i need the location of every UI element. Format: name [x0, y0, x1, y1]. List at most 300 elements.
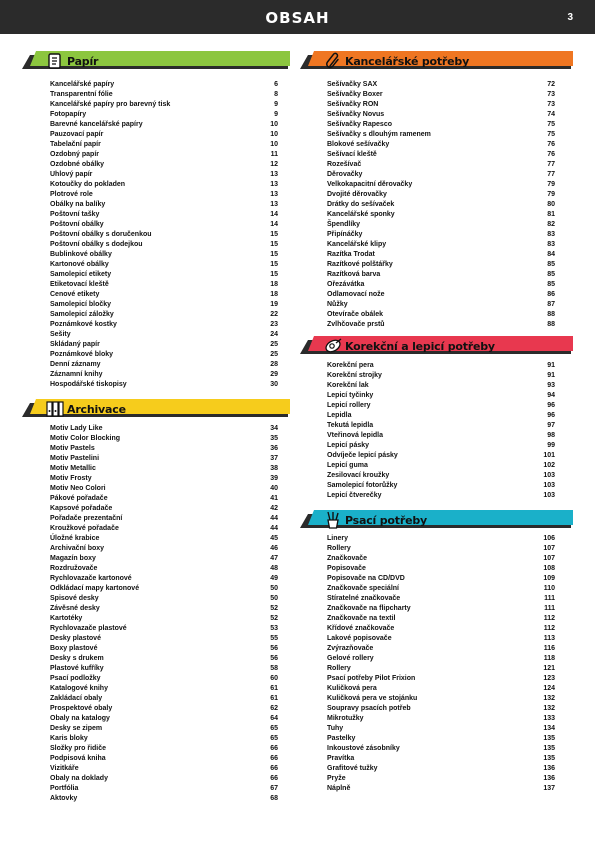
toc-entry-label: Fotopapíry — [50, 111, 87, 118]
toc-entry-label: Ozdobné obálky — [50, 161, 105, 168]
toc-entry-page: 42 — [270, 505, 278, 512]
toc-entry-label: Zesilovací kroužky — [327, 472, 390, 479]
toc-entry — [327, 250, 555, 260]
toc-entry — [327, 604, 555, 614]
toc-entry-label: Razítková barva — [327, 271, 381, 278]
toc-entry — [50, 794, 278, 804]
toc-entry-page: 66 — [270, 765, 278, 772]
toc-entry-label: Razítka Trodat — [327, 251, 375, 258]
toc-entry-page: 132 — [543, 705, 555, 712]
toc-entry-page: 123 — [543, 675, 555, 682]
toc-entry-label: Lepicí pásky — [327, 442, 370, 449]
toc-entry-label: Sešívačky Novus — [327, 111, 385, 118]
toc-entry-page: 25 — [270, 341, 278, 348]
section-header-psaci[interactable] — [300, 510, 573, 532]
toc-entry — [327, 431, 555, 441]
toc-entry — [327, 240, 555, 250]
section-archivace — [22, 399, 290, 802]
toc-entry-page: 109 — [543, 575, 555, 582]
toc-entry-label: Děrovačky — [327, 171, 363, 178]
toc-entry — [327, 594, 555, 604]
toc-entry — [50, 230, 278, 240]
toc-entry-page: 62 — [270, 705, 278, 712]
toc-entry-page: 47 — [270, 555, 278, 562]
toc-entry — [50, 220, 278, 230]
binders-icon — [46, 400, 64, 418]
toc-entry — [327, 391, 555, 401]
toc-entry — [50, 654, 278, 664]
toc-entry — [50, 170, 278, 180]
toc-entry-label: Zvýrazňovače — [327, 645, 374, 652]
toc-entry — [327, 100, 555, 110]
toc-entry-page: 111 — [544, 605, 555, 612]
item-list-archivace — [50, 424, 278, 804]
toc-entry-label: Dvojité děrovačky — [327, 191, 387, 198]
toc-entry — [50, 280, 278, 290]
paperclip-icon — [324, 52, 342, 70]
toc-entry — [327, 371, 555, 381]
toc-entry-page: 28 — [270, 361, 278, 368]
toc-entry-label: Sešívací kleště — [327, 151, 377, 158]
toc-entry-page: 64 — [270, 715, 278, 722]
toc-entry-label: Poznámkové kostky — [50, 321, 117, 328]
toc-entry-page: 136 — [543, 775, 555, 782]
toc-entry-page: 85 — [547, 281, 555, 288]
section-header-archivace[interactable] — [22, 399, 290, 421]
toc-entry-page: 13 — [270, 181, 278, 188]
toc-entry-page: 111 — [544, 595, 555, 602]
toc-entry — [50, 270, 278, 280]
toc-entry-page: 79 — [547, 181, 555, 188]
toc-entry-page: 23 — [270, 321, 278, 328]
toc-entry-page: 66 — [270, 755, 278, 762]
toc-entry — [327, 421, 555, 431]
toc-entry-label: Desky plastové — [50, 635, 101, 642]
toc-entry — [50, 150, 278, 160]
toc-entry-page: 34 — [270, 425, 278, 432]
toc-entry-page: 15 — [270, 241, 278, 248]
toc-entry — [327, 491, 555, 501]
toc-entry-label: Kroužkové pořadače — [50, 525, 119, 532]
toc-entry-page: 94 — [547, 392, 555, 399]
toc-entry-page: 112 — [543, 625, 555, 632]
toc-entry-page: 25 — [270, 351, 278, 358]
toc-entry-label: Soupravy psacích potřeb — [327, 705, 411, 712]
toc-entry-page: 103 — [543, 492, 555, 499]
toc-entry-label: Spisové desky — [50, 595, 99, 602]
toc-entry-page: 86 — [547, 291, 555, 298]
toc-entry — [50, 310, 278, 320]
toc-entry-page: 60 — [270, 675, 278, 682]
toc-entry-label: Značkovače — [327, 555, 368, 562]
toc-entry — [327, 90, 555, 100]
toc-entry — [50, 464, 278, 474]
toc-entry — [50, 290, 278, 300]
toc-entry-page: 30 — [270, 381, 278, 388]
toc-entry — [327, 754, 555, 764]
toc-entry-page: 99 — [547, 442, 555, 449]
toc-entry-page: 85 — [547, 261, 555, 268]
toc-entry-label: Transparentní fólie — [50, 91, 113, 98]
toc-entry — [50, 120, 278, 130]
toc-entry — [327, 190, 555, 200]
toc-entry — [327, 300, 555, 310]
toc-entry-page: 61 — [270, 685, 278, 692]
toc-entry — [327, 280, 555, 290]
toc-entry-label: Korekční lak — [327, 382, 369, 389]
toc-entry — [50, 320, 278, 330]
toc-entry-page: 79 — [547, 191, 555, 198]
toc-entry-page: 18 — [270, 281, 278, 288]
toc-entry — [50, 250, 278, 260]
toc-entry — [50, 330, 278, 340]
toc-entry — [327, 724, 555, 734]
toc-entry-label: Skládaný papír — [50, 341, 100, 348]
toc-entry-label: Lepicí tyčinky — [327, 392, 374, 399]
toc-entry — [327, 130, 555, 140]
toc-entry-label: Ozdobný papír — [50, 151, 99, 158]
toc-entry-page: 80 — [547, 201, 555, 208]
toc-entry-page: 37 — [270, 455, 278, 462]
toc-entry — [327, 381, 555, 391]
toc-entry-label: Boxy plastové — [50, 645, 98, 652]
toc-entry-page: 12 — [270, 161, 278, 168]
toc-entry-page: 6 — [274, 81, 278, 88]
toc-entry-page: 112 — [543, 615, 555, 622]
toc-entry-page: 106 — [543, 535, 555, 542]
toc-entry — [50, 140, 278, 150]
toc-entry-page: 73 — [547, 101, 555, 108]
toc-entry-label: Psací podložky — [50, 675, 101, 682]
toc-entry — [50, 160, 278, 170]
toc-entry-page: 66 — [270, 775, 278, 782]
toc-entry-page: 36 — [270, 445, 278, 452]
section-header-korekcni[interactable] — [300, 336, 573, 358]
toc-entry — [50, 210, 278, 220]
toc-entry — [327, 220, 555, 230]
toc-entry-label: Záznamní knihy — [50, 371, 103, 378]
toc-entry-label: Archivační boxy — [50, 545, 105, 552]
toc-entry-page: 107 — [543, 545, 555, 552]
toc-entry — [50, 504, 278, 514]
toc-entry-label: Úložné krabice — [50, 535, 100, 542]
toc-entry — [50, 300, 278, 310]
toc-entry-label: Denní záznamy — [50, 361, 101, 368]
toc-entry-label: Portfólia — [50, 785, 79, 792]
toc-entry-page: 110 — [543, 585, 555, 592]
toc-entry-page: 72 — [547, 81, 555, 88]
toc-entry-page: 13 — [270, 201, 278, 208]
toc-entry — [327, 734, 555, 744]
toc-entry-page: 68 — [270, 795, 278, 802]
toc-entry-label: Motiv Pastelini — [50, 455, 100, 462]
toc-entry-page: 45 — [270, 535, 278, 542]
toc-entry-label: Zvlhčovače prstů — [327, 321, 385, 328]
toc-entry-page: 108 — [543, 565, 555, 572]
toc-entry-page: 14 — [270, 221, 278, 228]
toc-entry-page: 77 — [547, 161, 555, 168]
toc-entry-page: 24 — [270, 331, 278, 338]
toc-entry-label: Gelové rollery — [327, 655, 374, 662]
toc-entry-label: Motiv Metallic — [50, 465, 96, 472]
toc-entry — [50, 594, 278, 604]
toc-entry-label: Pořadače prezentační — [50, 515, 123, 522]
toc-entry-label: Rychlovazače kartonové — [50, 575, 132, 582]
toc-entry-page: 49 — [270, 575, 278, 582]
toc-entry — [50, 370, 278, 380]
toc-entry — [50, 634, 278, 644]
top-bar — [0, 0, 595, 34]
toc-entry-page: 91 — [547, 362, 555, 369]
toc-entry-page: 134 — [543, 725, 555, 732]
toc-entry-label: Tabelační papír — [50, 141, 101, 148]
toc-entry — [327, 290, 555, 300]
toc-entry-page: 135 — [543, 735, 555, 742]
page-title: OBSAH — [265, 9, 330, 27]
toc-entry — [327, 744, 555, 754]
toc-entry-label: Drátky do sešívaček — [327, 201, 395, 208]
toc-entry-label: Složky pro řidiče — [50, 745, 107, 752]
toc-entry-label: Etiketovací kleště — [50, 281, 109, 288]
toc-entry-page: 77 — [547, 171, 555, 178]
toc-entry-label: Sešívačky RON — [327, 101, 379, 108]
toc-entry-page: 41 — [270, 495, 278, 502]
toc-entry-page: 10 — [270, 131, 278, 138]
toc-entry-label: Desky se zipem — [50, 725, 103, 732]
toc-entry — [327, 614, 555, 624]
toc-entry-label: Vteřinová lepidla — [327, 432, 384, 439]
toc-entry — [50, 360, 278, 370]
toc-entry-label: Cenové etikety — [50, 291, 100, 298]
toc-entry — [327, 260, 555, 270]
toc-entry-label: Korekční strojky — [327, 372, 382, 379]
toc-entry — [50, 764, 278, 774]
toc-entry — [50, 340, 278, 350]
toc-entry — [50, 604, 278, 614]
toc-entry-label: Připínáčky — [327, 231, 363, 238]
toc-entry-label: Poznámkové bloky — [50, 351, 114, 358]
toc-entry-label: Otevírače obálek — [327, 311, 384, 318]
toc-entry-page: 52 — [270, 605, 278, 612]
toc-entry — [50, 684, 278, 694]
toc-entry-page: 121 — [543, 665, 555, 672]
toc-entry — [327, 554, 555, 564]
toc-entry-label: Rozdružovače — [50, 565, 98, 572]
toc-entry — [50, 130, 278, 140]
toc-entry-page: 96 — [547, 402, 555, 409]
paper-icon — [46, 52, 64, 70]
toc-entry-label: Kartotéky — [50, 615, 83, 622]
toc-entry-page: 81 — [547, 211, 555, 218]
toc-entry-label: Lepidla — [327, 412, 352, 419]
toc-entry-page: 75 — [547, 131, 555, 138]
pen-cup-icon — [324, 511, 342, 529]
toc-entry — [50, 544, 278, 554]
toc-entry-page: 113 — [543, 635, 555, 642]
toc-entry — [50, 424, 278, 434]
toc-entry — [50, 380, 278, 390]
toc-entry-label: Mikrotužky — [327, 715, 364, 722]
toc-entry-label: Poštovní obálky s doručenkou — [50, 231, 152, 238]
toc-entry — [327, 481, 555, 491]
section-title-korekcni: Korekční a lepicí potřeby — [345, 340, 495, 353]
toc-entry — [327, 574, 555, 584]
toc-entry-page: 118 — [543, 655, 555, 662]
section-header-papir[interactable] — [22, 51, 290, 73]
toc-entry-label: Obaly na katalogy — [50, 715, 110, 722]
toc-entry-label: Kancelářské sponky — [327, 211, 395, 218]
toc-entry-page: 48 — [270, 565, 278, 572]
toc-entry-label: Magazín boxy — [50, 555, 96, 562]
toc-entry-page: 87 — [547, 301, 555, 308]
toc-entry — [327, 534, 555, 544]
toc-entry — [50, 734, 278, 744]
toc-entry-page: 50 — [270, 585, 278, 592]
toc-entry-page: 15 — [270, 271, 278, 278]
toc-entry — [50, 714, 278, 724]
toc-entry-page: 56 — [270, 645, 278, 652]
toc-entry-label: Pastelky — [327, 735, 356, 742]
toc-entry — [50, 754, 278, 764]
toc-entry-label: Kotoučky do pokladen — [50, 181, 126, 188]
toc-entry-page: 102 — [543, 462, 555, 469]
toc-entry-label: Sešívačky SAX — [327, 81, 378, 88]
toc-entry-label: Závěsné desky — [50, 605, 100, 612]
toc-entry-page: 19 — [270, 301, 278, 308]
toc-entry-page: 50 — [270, 595, 278, 602]
toc-entry — [50, 624, 278, 634]
toc-entry — [50, 554, 278, 564]
toc-entry — [50, 350, 278, 360]
toc-entry — [327, 120, 555, 130]
toc-entry — [327, 270, 555, 280]
toc-entry-label: Lepicí guma — [327, 462, 368, 469]
toc-entry — [50, 644, 278, 654]
toc-entry — [50, 434, 278, 444]
toc-entry-label: Popisovače na CD/DVD — [327, 575, 405, 582]
toc-entry-label: Tekutá lepidla — [327, 422, 374, 429]
toc-entry-page: 107 — [543, 555, 555, 562]
toc-entry-page: 136 — [543, 765, 555, 772]
toc-entry-label: Rychlovazače plastové — [50, 625, 127, 632]
toc-entry-page: 65 — [270, 725, 278, 732]
toc-entry-label: Značkovače na flipcharty — [327, 605, 411, 612]
toc-entry-label: Razítkové polštářky — [327, 261, 393, 268]
toc-entry — [327, 411, 555, 421]
toc-entry-label: Blokové sešívačky — [327, 141, 390, 148]
toc-entry — [50, 100, 278, 110]
toc-entry-page: 29 — [270, 371, 278, 378]
toc-entry-page: 137 — [543, 785, 555, 792]
toc-entry-label: Prospektové obaly — [50, 705, 113, 712]
toc-entry-page: 135 — [543, 755, 555, 762]
toc-entry-page: 73 — [547, 91, 555, 98]
toc-entry-page: 103 — [543, 482, 555, 489]
toc-entry — [327, 461, 555, 471]
toc-entry — [327, 180, 555, 190]
toc-entry — [50, 240, 278, 250]
toc-entry-page: 14 — [270, 211, 278, 218]
section-header-kancelarske[interactable] — [300, 51, 573, 73]
toc-entry-page: 39 — [270, 475, 278, 482]
toc-entry-label: Hospodářské tiskopisy — [50, 381, 127, 388]
toc-entry — [327, 150, 555, 160]
toc-entry — [327, 784, 555, 794]
toc-entry-label: Podpisová kniha — [50, 755, 106, 762]
toc-entry-label: Ořezávátka — [327, 281, 365, 288]
toc-entry — [327, 624, 555, 634]
toc-entry — [327, 714, 555, 724]
toc-entry-label: Pauzovací papír — [50, 131, 104, 138]
toc-entry-label: Motiv Frosty — [50, 475, 92, 482]
section-title-kancelarske: Kancelářské potřeby — [345, 55, 470, 68]
toc-entry-page: 66 — [270, 745, 278, 752]
toc-entry-page: 55 — [270, 635, 278, 642]
toc-entry — [50, 514, 278, 524]
toc-entry — [327, 634, 555, 644]
toc-entry-page: 84 — [547, 251, 555, 258]
toc-entry-page: 82 — [547, 221, 555, 228]
toc-entry — [50, 260, 278, 270]
toc-entry-label: Motiv Color Blocking — [50, 435, 120, 442]
toc-entry — [50, 90, 278, 100]
toc-entry-page: 124 — [543, 685, 555, 692]
toc-entry — [50, 494, 278, 504]
toc-entry — [327, 774, 555, 784]
toc-entry-page: 83 — [547, 241, 555, 248]
toc-entry — [50, 744, 278, 754]
toc-entry-page: 98 — [547, 432, 555, 439]
toc-entry — [327, 441, 555, 451]
toc-entry — [327, 200, 555, 210]
toc-entry-page: 56 — [270, 655, 278, 662]
toc-entry-label: Plastové kufříky — [50, 665, 104, 672]
toc-entry-page: 8 — [274, 91, 278, 98]
toc-entry-page: 9 — [274, 101, 278, 108]
item-list-kancelarske — [327, 80, 555, 330]
toc-entry-label: Pryže — [327, 775, 346, 782]
section-psaci — [300, 510, 573, 792]
toc-entry — [327, 674, 555, 684]
toc-entry — [327, 564, 555, 574]
toc-entry-label: Rozešívač — [327, 161, 362, 168]
toc-entry-page: 96 — [547, 412, 555, 419]
toc-entry-label: Barevné kancelářské papíry — [50, 121, 143, 128]
page-number: 3 — [567, 12, 573, 23]
toc-entry-label: Odkládací mapy kartonové — [50, 585, 140, 592]
toc-entry-page: 101 — [543, 452, 555, 459]
toc-entry — [327, 694, 555, 704]
toc-entry — [327, 764, 555, 774]
toc-entry — [327, 664, 555, 674]
toc-entry-label: Kancelářské papíry pro barevný tisk — [50, 101, 171, 108]
toc-entry-page: 67 — [270, 785, 278, 792]
toc-entry-page: 135 — [543, 745, 555, 752]
toc-entry — [327, 310, 555, 320]
toc-entry-label: Samolepicí fotorůžky — [327, 482, 398, 489]
toc-entry — [50, 774, 278, 784]
toc-entry-label: Nůžky — [327, 301, 348, 308]
toc-entry-page: 116 — [543, 645, 555, 652]
toc-entry — [327, 654, 555, 664]
toc-entry-label: Motiv Pastels — [50, 445, 95, 452]
toc-entry — [50, 574, 278, 584]
toc-entry-label: Značkovače speciální — [327, 585, 399, 592]
toc-entry-page: 132 — [543, 695, 555, 702]
toc-entry — [327, 80, 555, 90]
toc-entry-page: 91 — [547, 372, 555, 379]
toc-entry-page: 76 — [547, 141, 555, 148]
